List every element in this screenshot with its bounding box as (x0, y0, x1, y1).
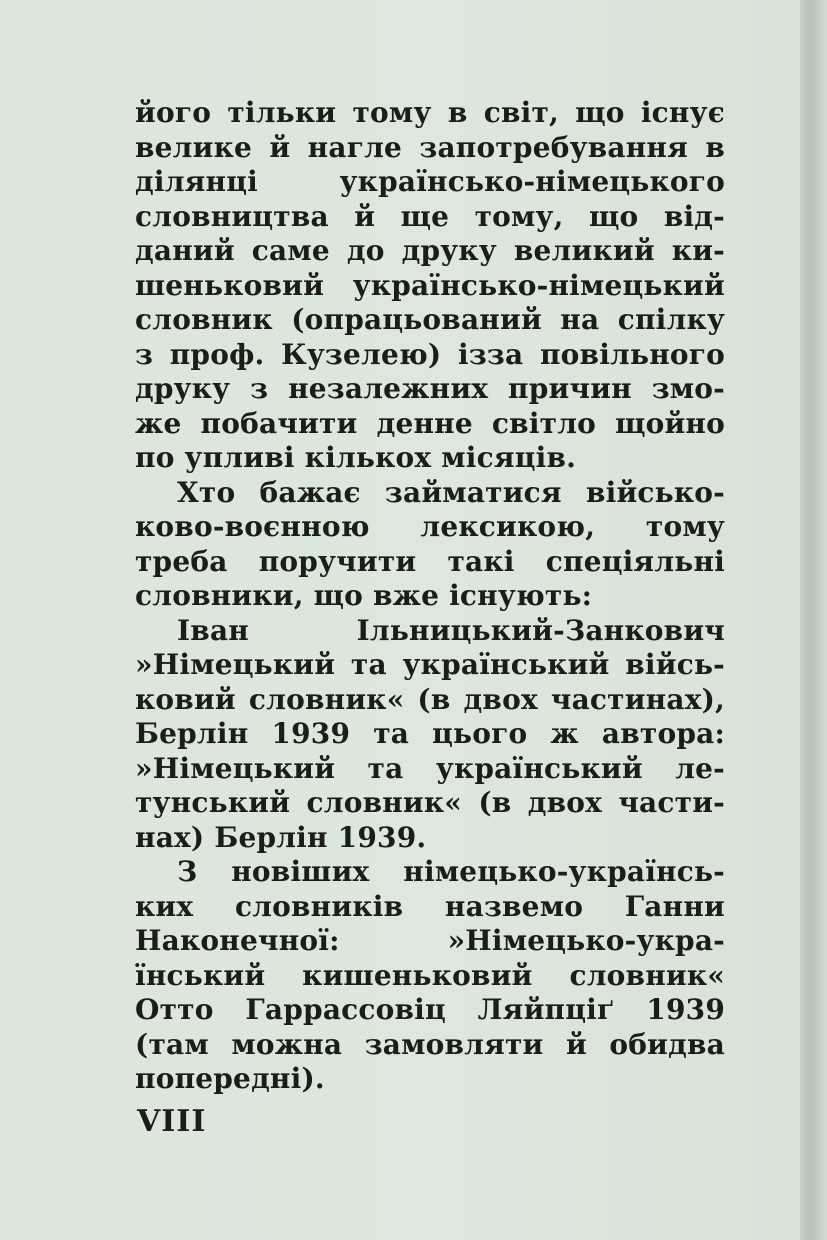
text-line: словник (опрацьований на спілку (135, 303, 725, 336)
text-line: шеньковий українсько-німецький (135, 268, 725, 302)
text-line: (там можна замовляти й обидва (135, 1027, 725, 1061)
text-line: Наконечної: »Німецько-укра- (135, 924, 725, 957)
text-line: словництва й ще тому, що від- (135, 199, 725, 233)
text-line: З новіших німецько-українсь- (177, 855, 725, 888)
text-line: по упливі кількох місяців. (135, 441, 577, 474)
text-line: друку з незалежних причин змо- (135, 372, 725, 405)
text-line: Хто бажає займатися військо- (177, 475, 725, 509)
text-line: велике й нагле запотребування в (135, 130, 725, 164)
text-line: ково-воєнною лексикою, тому (135, 510, 725, 543)
text-line: попередні). (135, 1062, 325, 1095)
text-line: нах) Берлін 1939. (135, 820, 427, 854)
text-line: тунський словник« (в двох части- (135, 786, 725, 819)
text-line: Берлін 1939 та цього ж автора: (135, 717, 725, 750)
text-line: Отто Гаррассовіц Ляйпціґ 1939 (135, 993, 725, 1026)
text-line: його тільки тому в світ, що існує (135, 96, 725, 129)
text-line: словники, що вже існують: (135, 579, 593, 612)
text-line: даний саме до друку великий ки- (135, 234, 725, 267)
text-line: Іван Ільницький-Занкович (177, 613, 725, 647)
page-edge-shadow (800, 0, 827, 1240)
body-text (135, 96, 725, 1097)
text-line: з проф. Кузелею) ізза повільного (135, 337, 725, 371)
text-line: ділянці українсько-німецького (135, 165, 725, 198)
text-line: »Німецький та український війсь- (135, 648, 725, 681)
text-line: »Німецький та український ле- (135, 751, 725, 785)
page-number: VIII (137, 1104, 207, 1139)
text-line: треба поручити такі спеціяльні (135, 544, 725, 578)
text-line: ких словників назвемо Ганни (135, 889, 725, 923)
text-line: ковий словник« (в двох частинах), (135, 682, 725, 716)
text-line: же побачити денне світло щойно (135, 406, 725, 440)
text-line: їнський кишеньковий словник« (135, 958, 725, 992)
